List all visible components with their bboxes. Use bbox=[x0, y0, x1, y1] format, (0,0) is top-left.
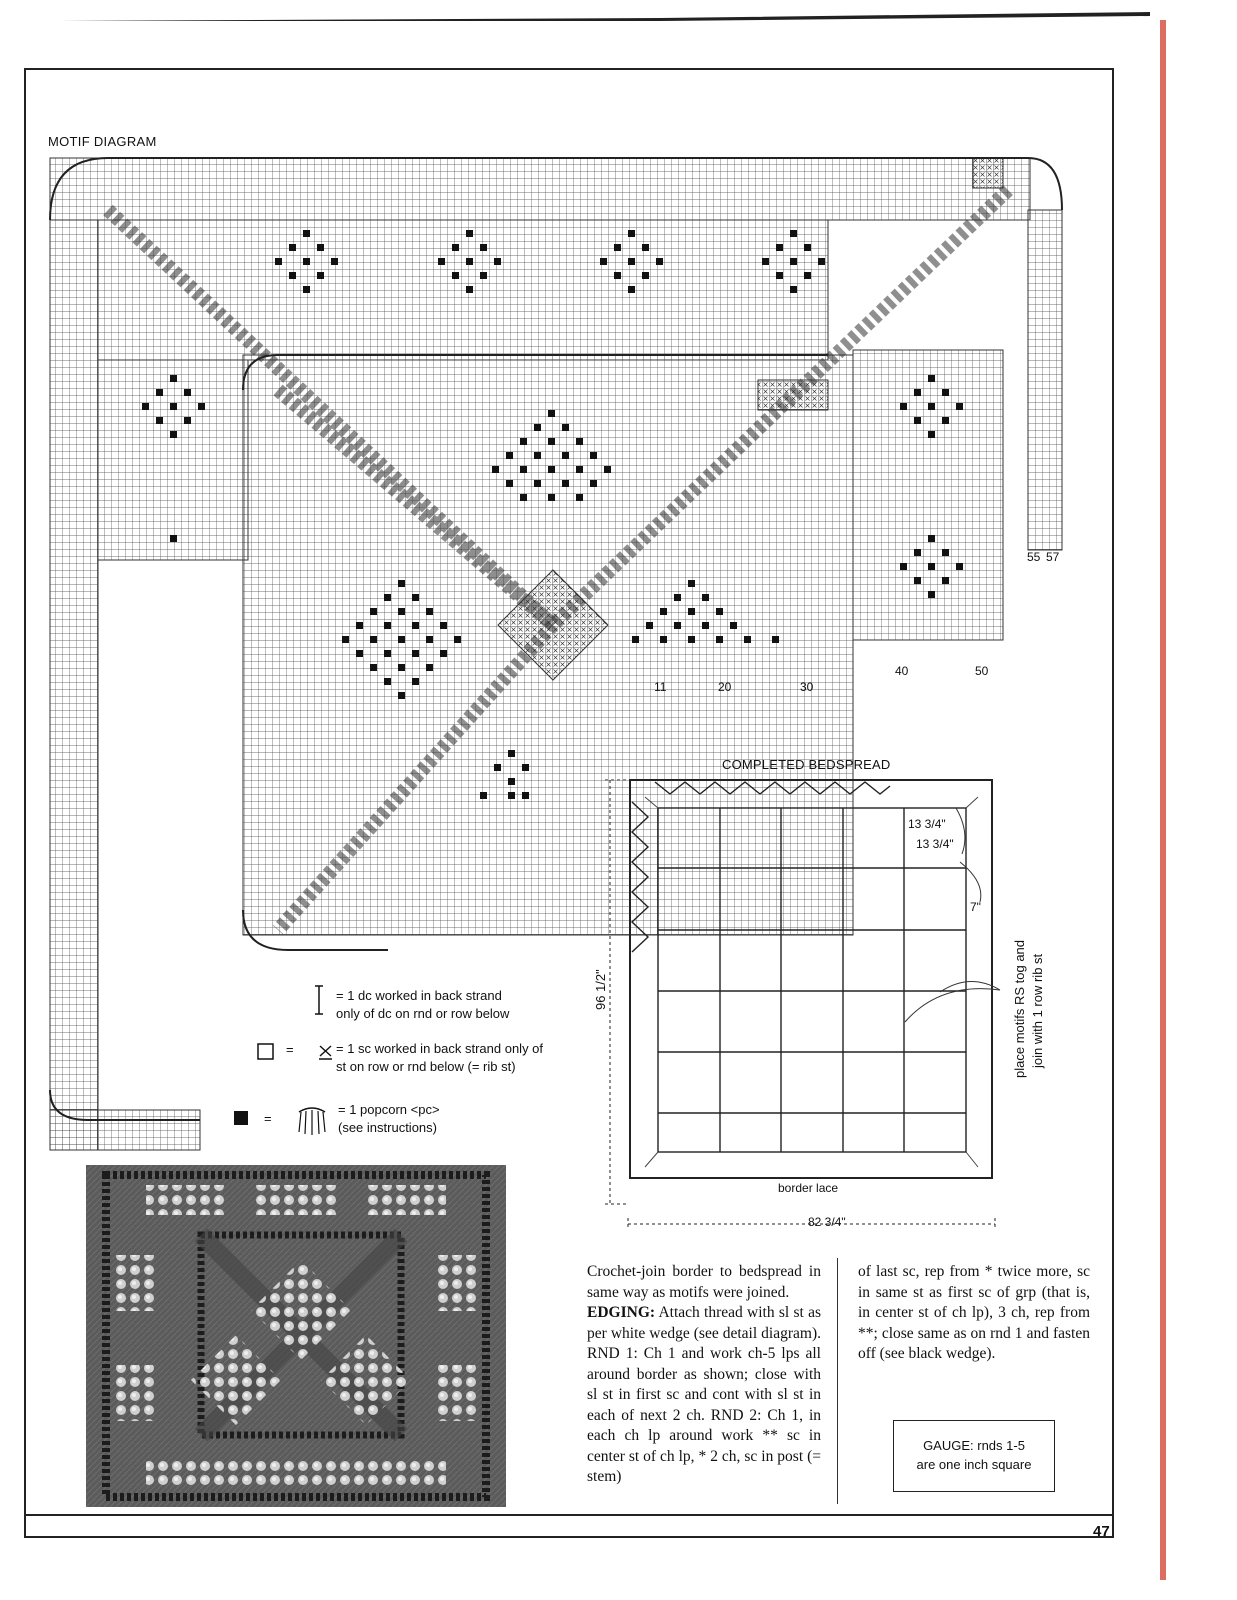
grid-upper-field bbox=[98, 220, 828, 360]
dim-width: 82 3/4" bbox=[808, 1215, 846, 1229]
empty-square-icon bbox=[257, 1043, 275, 1061]
bedspread-photo bbox=[86, 1165, 506, 1507]
grid-left-column bbox=[50, 220, 98, 1150]
legend-eq-1: = bbox=[286, 1042, 294, 1057]
dim-border: 7" bbox=[970, 900, 981, 914]
grid-bottom-strip bbox=[50, 1110, 200, 1150]
row-number-30: 30 bbox=[800, 680, 814, 694]
legend-sc-line2: st on row or rnd below (= rib st) bbox=[336, 1059, 516, 1074]
dc-back-strand-icon bbox=[312, 984, 326, 1018]
legend-sc-line1: = 1 sc worked in back strand only of bbox=[336, 1041, 544, 1056]
edging-heading: EDGING: bbox=[587, 1304, 656, 1321]
legend-dc-line2: only of dc on rnd or row below bbox=[336, 1006, 510, 1021]
dim-height: 96 1/2" bbox=[593, 969, 608, 1010]
row-number-20: 20 bbox=[718, 680, 732, 694]
column-divider bbox=[837, 1258, 838, 1504]
grid-right-column bbox=[1028, 210, 1062, 550]
sc-rib-stitch-icon bbox=[318, 1044, 334, 1060]
dim-motif-b: 13 3/4" bbox=[916, 837, 954, 851]
legend-dc-line1: = 1 dc worked in back strand bbox=[336, 988, 502, 1003]
legend-popcorn bbox=[338, 1101, 440, 1137]
completed-bedspread-title: COMPLETED BEDSPREAD bbox=[722, 757, 891, 772]
grid-corner-rib-2 bbox=[758, 380, 828, 410]
edging-body: Attach thread with sl st as per white wedge (see detail diagram). RND 1: Ch 1 and work ch-5 lps all around border as shown; close with sl st in first sc and cont with sl st in each of next 2 ch. RND 2: Ch 1, in each ch lp around work ** sc in center st of ch lp, * 2 ch, sc in post (= stem) bbox=[587, 1304, 821, 1485]
row-number-50: 50 bbox=[975, 664, 989, 678]
page-number: 47 bbox=[1093, 1523, 1110, 1540]
grid-corner-rib bbox=[973, 158, 1003, 188]
gauge-box bbox=[893, 1420, 1055, 1492]
grid-top-band bbox=[50, 158, 1030, 220]
row-number-11: 11 bbox=[654, 680, 667, 694]
instructions-column-2: of last sc, rep from * twice more, sc in same st as first sc of grp (that is, in center st of ch lp), 3 ch, rep from **; close same as on rnd 1 and fasten off (see black wedge). bbox=[858, 1263, 1090, 1362]
legend-sc bbox=[336, 1040, 543, 1076]
page-edge-stroke bbox=[60, 10, 1150, 22]
crochet-join-paragraph: Crochet-join border to bedspread in same way as motifs were joined. bbox=[587, 1263, 821, 1301]
bottom-rule bbox=[24, 1514, 1114, 1516]
legend-dc bbox=[336, 987, 509, 1023]
popcorn-stitch-icon bbox=[293, 1102, 331, 1138]
instructions-column-1 bbox=[587, 1262, 821, 1488]
legend-pc-line2: (see instructions) bbox=[338, 1120, 437, 1135]
completed-bedspread-diagram bbox=[600, 772, 1020, 1232]
legend-eq-2: = bbox=[264, 1111, 272, 1126]
border-lace-label: border lace bbox=[778, 1181, 839, 1195]
legend-pc-line1: = 1 popcorn <pc> bbox=[338, 1102, 440, 1117]
filled-square-icon bbox=[233, 1110, 249, 1126]
row-number-55: 55 bbox=[1027, 550, 1041, 564]
row-number-40: 40 bbox=[895, 664, 909, 678]
gauge-line1: GAUGE: rnds 1-5 bbox=[923, 1438, 1025, 1453]
motif-diagram-title: MOTIF DIAGRAM bbox=[48, 134, 157, 149]
row-number-57: 57 bbox=[1046, 550, 1060, 564]
gauge-line2: are one inch square bbox=[916, 1457, 1032, 1472]
grid-left-field bbox=[98, 360, 248, 560]
page-edge-color bbox=[1160, 20, 1166, 1580]
join-note-line1: place motifs RS tog and bbox=[1012, 939, 1027, 1078]
edging-paragraph bbox=[587, 1303, 821, 1488]
dim-motif-a: 13 3/4" bbox=[908, 817, 946, 831]
join-note-line2: join with 1 row rib st bbox=[1030, 953, 1045, 1068]
